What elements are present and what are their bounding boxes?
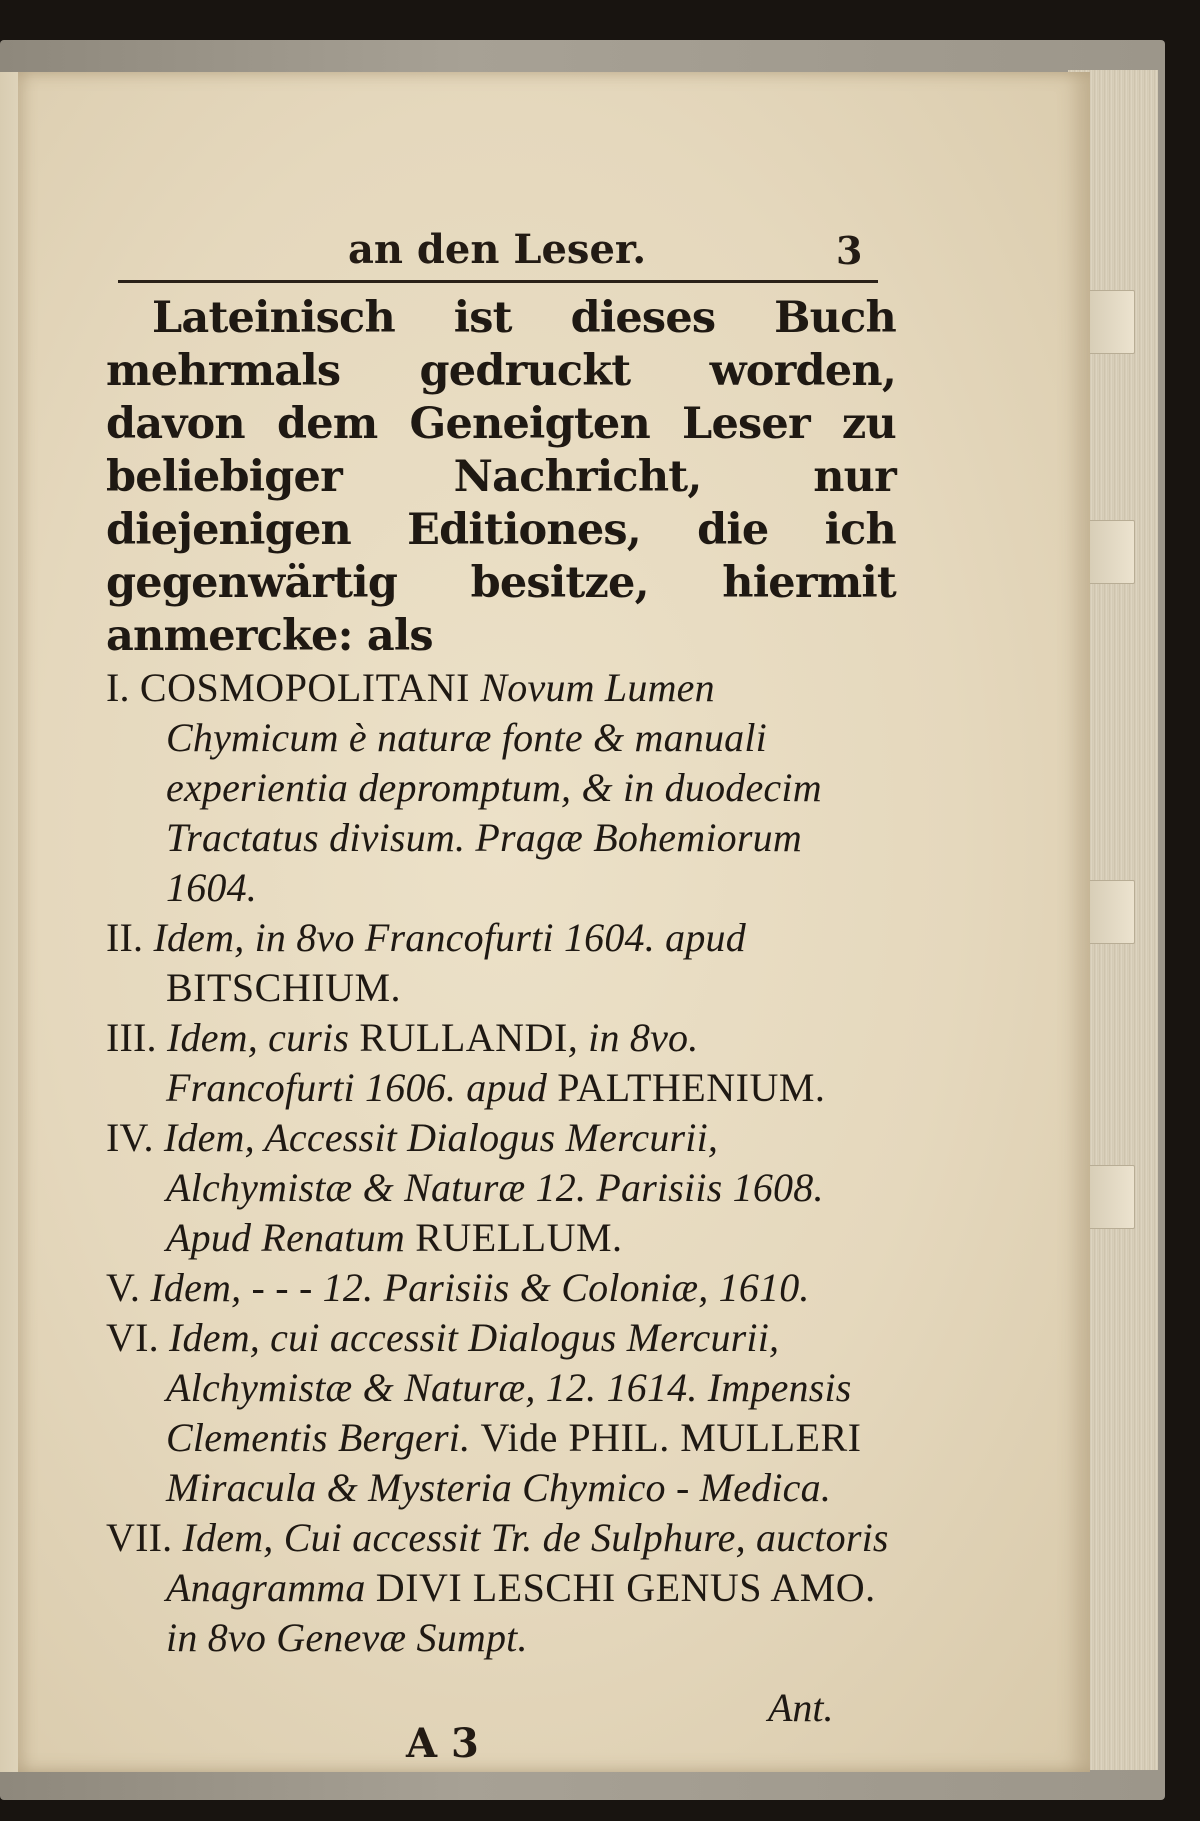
edition-title-italic: Idem, Accessit Dialogus Mercurii, Alchymistæ & Naturæ 12. Parisiis 1608. Apud Renatum xyxy=(163,1115,824,1260)
edition-entry xyxy=(106,1513,896,1663)
edition-title-italic: Miracula & Mysteria Chymico - Medica. xyxy=(166,1465,832,1510)
page-header xyxy=(118,222,878,283)
edition-number: V. xyxy=(106,1265,151,1310)
edition-entry xyxy=(106,1013,896,1113)
edition-entry-text xyxy=(106,663,896,913)
edition-title-italic: Idem, - - - 12. Parisiis & Coloniæ, 1610. xyxy=(150,1265,810,1310)
edition-title-italic: in 8vo Genevæ Sumpt. xyxy=(166,1615,528,1660)
index-tab xyxy=(1085,1165,1135,1229)
edition-number: VI. xyxy=(106,1315,170,1360)
index-tab xyxy=(1085,290,1135,354)
edition-entry xyxy=(106,663,896,913)
edition-entry xyxy=(106,1263,896,1313)
edition-title-italic: Idem, Cui accessit Tr. de Sulphure, auctoris Anagramma xyxy=(166,1515,889,1610)
edition-name-caps: BITSCHIUM. xyxy=(166,965,402,1010)
edition-number: IV. xyxy=(106,1115,164,1160)
edition-entry xyxy=(106,1313,896,1513)
edition-title-italic: , in 8vo. Francofurti 1606. apud xyxy=(166,1015,699,1110)
edition-number: I. xyxy=(106,665,140,710)
edition-title-italic: Idem, in 8vo Francofurti 1604. apud xyxy=(153,915,746,960)
edition-entry xyxy=(106,913,896,1013)
edition-entry-text xyxy=(106,1113,896,1263)
edition-number: II. xyxy=(106,915,154,960)
edition-name-caps: DIVI LESCHI GENUS AMO. xyxy=(375,1565,876,1610)
page-text xyxy=(106,292,896,1663)
edition-entry-text xyxy=(106,1313,896,1513)
intro-paragraph-text: Lateinisch ist dieses Buch mehrmals gedruckt worden, davon dem Geneigten Leser zu beliebiger Nachricht, nur diejenigen Editiones, die ich gegenwärtig besitze, hiermit anmercke: als xyxy=(106,293,896,661)
edition-number: VII. xyxy=(106,1515,183,1560)
edition-name-caps: RULLANDI xyxy=(359,1015,568,1060)
edition-entry-text xyxy=(106,1263,896,1313)
edition-name-caps: Vide PHIL. MULLERI xyxy=(480,1415,862,1460)
running-head: an den Leser. xyxy=(348,226,647,273)
signature-mark: A 3 xyxy=(406,1720,479,1767)
edition-title-italic: Idem, curis xyxy=(166,1015,360,1060)
edition-entry xyxy=(106,1113,896,1263)
edition-name-caps: COSMOPOLITANI xyxy=(139,665,481,710)
edition-name-caps: RUELLUM. xyxy=(415,1215,623,1260)
edition-title-italic: Novum Lumen Chymicum è naturæ fonte & manuali experientia depromptum, & in duodecim Tractatus divisum. Pragæ Bohemiorum 1604. xyxy=(166,665,822,910)
edition-number: III. xyxy=(106,1015,167,1060)
edition-entry-text xyxy=(106,1013,896,1113)
index-tab xyxy=(1085,880,1135,944)
edition-entry-text xyxy=(106,1513,896,1663)
edition-entry-text xyxy=(106,913,896,1013)
edition-title-italic: Idem, cui accessit Dialogus Mercurii, Alchymistæ & Naturæ, 12. 1614. Impensis Clementis Bergeri. xyxy=(166,1315,852,1460)
edition-name-caps: PALTHENIUM. xyxy=(557,1065,826,1110)
page-number: 3 xyxy=(836,228,863,273)
book-page xyxy=(18,72,1090,1772)
editions-list xyxy=(106,663,896,1663)
catchword: Ant. xyxy=(768,1685,834,1730)
index-tab xyxy=(1085,520,1135,584)
intro-paragraph xyxy=(106,292,896,663)
